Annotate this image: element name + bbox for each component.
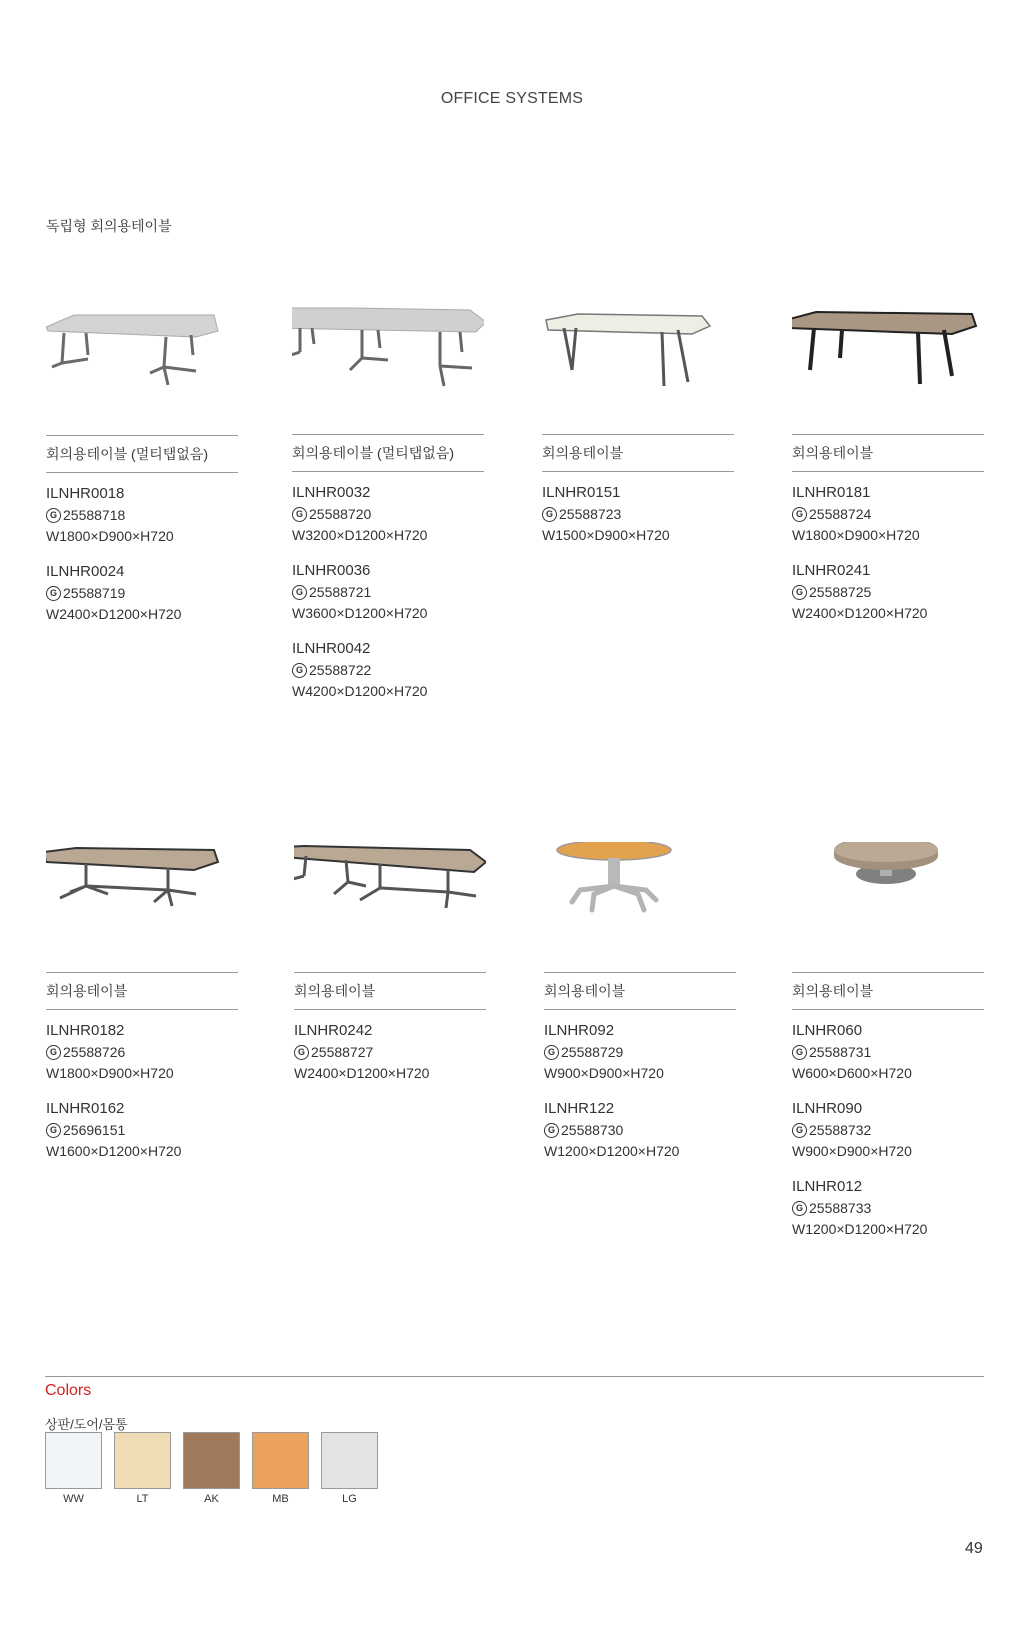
g-mark-icon: G xyxy=(294,1045,309,1060)
dimensions: W2400×D1200×H720 xyxy=(46,606,182,622)
colors-title: Colors xyxy=(45,1382,92,1399)
procurement-number: G 25588733 xyxy=(792,1198,984,1219)
variant xyxy=(46,483,238,547)
swatch-box xyxy=(252,1432,309,1489)
model-code: ILNHR0042 xyxy=(292,640,371,657)
table-image xyxy=(542,304,734,434)
swatch-box xyxy=(321,1432,378,1489)
model-code: ILNHR092 xyxy=(544,1022,615,1039)
model-code: ILNHR0151 xyxy=(542,484,621,501)
product-name: 회의용테이블 xyxy=(792,972,984,1010)
dimensions: W1600×D1200×H720 xyxy=(46,1143,182,1159)
swatch-label: MB xyxy=(272,1493,289,1505)
table-image xyxy=(46,305,238,435)
color-swatch xyxy=(45,1432,102,1505)
dimensions: W1800×D900×H720 xyxy=(792,527,920,543)
table-image xyxy=(792,304,984,434)
procurement-number: G 25696151 xyxy=(46,1120,238,1141)
dimensions: W900×D900×H720 xyxy=(544,1065,664,1081)
g-mark-icon: G xyxy=(792,1201,807,1216)
g-mark-icon: G xyxy=(46,1045,61,1060)
dimensions: W3600×D1200×H720 xyxy=(292,605,428,621)
procurement-number: G 25588730 xyxy=(544,1120,736,1141)
procurement-number: G 25588722 xyxy=(292,660,484,681)
procurement-number: G 25588731 xyxy=(792,1042,984,1063)
model-code: ILNHR0242 xyxy=(294,1022,373,1039)
section-title: 독립형 회의용테이블 xyxy=(46,218,172,234)
procurement-number: G 25588726 xyxy=(46,1042,238,1063)
product-card xyxy=(292,304,484,702)
dimensions: W1200×D1200×H720 xyxy=(792,1221,928,1237)
variant xyxy=(792,482,984,546)
g-mark-icon: G xyxy=(46,1123,61,1138)
g-mark-icon: G xyxy=(542,507,557,522)
table-image xyxy=(294,842,486,972)
dimensions: W4200×D1200×H720 xyxy=(292,683,428,699)
procurement-number: G 25588721 xyxy=(292,582,484,603)
g-mark-icon: G xyxy=(544,1123,559,1138)
g-mark-icon: G xyxy=(292,507,307,522)
variant xyxy=(792,1098,984,1162)
g-mark-icon: G xyxy=(46,508,61,523)
procurement-number: G 25588718 xyxy=(46,505,238,526)
product-name: 회의용테이블 (멀티탭없음) xyxy=(46,435,238,473)
procurement-number: G 25588724 xyxy=(792,504,984,525)
page-header: OFFICE SYSTEMS xyxy=(440,90,584,107)
model-code: ILNHR0182 xyxy=(46,1022,125,1039)
variant xyxy=(292,482,484,546)
table-image xyxy=(292,304,484,434)
variant xyxy=(792,560,984,624)
color-swatch xyxy=(114,1432,171,1505)
table-image xyxy=(792,842,984,972)
procurement-number: G 25588719 xyxy=(46,583,238,604)
g-mark-icon: G xyxy=(544,1045,559,1060)
page-number: 49 xyxy=(965,1540,983,1557)
variant xyxy=(544,1020,736,1084)
dimensions: W1800×D900×H720 xyxy=(46,528,174,544)
colors-subtitle: 상판/도어/몸통 xyxy=(45,1417,128,1432)
color-swatch xyxy=(252,1432,309,1505)
model-code: ILNHR0036 xyxy=(292,562,371,579)
swatch-label: WW xyxy=(63,1493,84,1505)
swatch-box xyxy=(114,1432,171,1489)
g-mark-icon: G xyxy=(292,585,307,600)
variant xyxy=(544,1098,736,1162)
model-code: ILNHR0162 xyxy=(46,1100,125,1117)
swatch-box xyxy=(183,1432,240,1489)
swatch-label: LG xyxy=(342,1493,357,1505)
dimensions: W2400×D1200×H720 xyxy=(792,605,928,621)
product-name: 회의용테이블 xyxy=(792,434,984,472)
model-code: ILNHR060 xyxy=(792,1022,863,1039)
model-code: ILNHR0024 xyxy=(46,563,125,580)
dimensions: W600×D600×H720 xyxy=(792,1065,912,1081)
color-swatches xyxy=(45,1432,390,1505)
variant xyxy=(46,561,238,625)
variant xyxy=(792,1176,984,1240)
procurement-number: G 25588723 xyxy=(542,504,734,525)
variant xyxy=(294,1020,486,1084)
procurement-number: G 25588729 xyxy=(544,1042,736,1063)
product-name: 회의용테이블 xyxy=(294,972,486,1010)
variant xyxy=(46,1020,238,1084)
swatch-label: AK xyxy=(204,1493,219,1505)
dimensions: W3200×D1200×H720 xyxy=(292,527,428,543)
variant xyxy=(292,560,484,624)
product-card xyxy=(294,842,486,1084)
swatch-label: LT xyxy=(136,1493,149,1505)
variant xyxy=(292,638,484,702)
dimensions: W2400×D1200×H720 xyxy=(294,1065,430,1081)
g-mark-icon: G xyxy=(292,663,307,678)
product-card xyxy=(544,842,736,1162)
product-name: 회의용테이블 xyxy=(542,434,734,472)
model-code: ILNHR122 xyxy=(544,1100,615,1117)
g-mark-icon: G xyxy=(792,1045,807,1060)
procurement-number: G 25588725 xyxy=(792,582,984,603)
product-card xyxy=(792,842,984,1240)
product-name: 회의용테이블 xyxy=(544,972,736,1010)
g-mark-icon: G xyxy=(46,586,61,601)
model-code: ILNHR0241 xyxy=(792,562,871,579)
table-image xyxy=(46,842,238,972)
divider xyxy=(45,1376,984,1377)
swatch-box xyxy=(45,1432,102,1489)
g-mark-icon: G xyxy=(792,585,807,600)
color-swatch xyxy=(321,1432,378,1505)
product-name: 회의용테이블 xyxy=(46,972,238,1010)
dimensions: W1800×D900×H720 xyxy=(46,1065,174,1081)
product-card xyxy=(46,842,238,1162)
model-code: ILNHR0018 xyxy=(46,485,125,502)
procurement-number: G 25588720 xyxy=(292,504,484,525)
model-code: ILNHR0032 xyxy=(292,484,371,501)
g-mark-icon: G xyxy=(792,1123,807,1138)
dimensions: W900×D900×H720 xyxy=(792,1143,912,1159)
variant xyxy=(46,1098,238,1162)
g-mark-icon: G xyxy=(792,507,807,522)
product-card xyxy=(46,305,238,625)
dimensions: W1500×D900×H720 xyxy=(542,527,670,543)
procurement-number: G 25588732 xyxy=(792,1120,984,1141)
product-card xyxy=(792,304,984,624)
product-card xyxy=(542,304,734,546)
dimensions: W1200×D1200×H720 xyxy=(544,1143,680,1159)
model-code: ILNHR0181 xyxy=(792,484,871,501)
product-name: 회의용테이블 (멀티탭없음) xyxy=(292,434,484,472)
model-code: ILNHR012 xyxy=(792,1178,863,1195)
table-image xyxy=(544,842,736,972)
procurement-number: G 25588727 xyxy=(294,1042,486,1063)
variant xyxy=(792,1020,984,1084)
model-code: ILNHR090 xyxy=(792,1100,863,1117)
color-swatch xyxy=(183,1432,240,1505)
variant xyxy=(542,482,734,546)
